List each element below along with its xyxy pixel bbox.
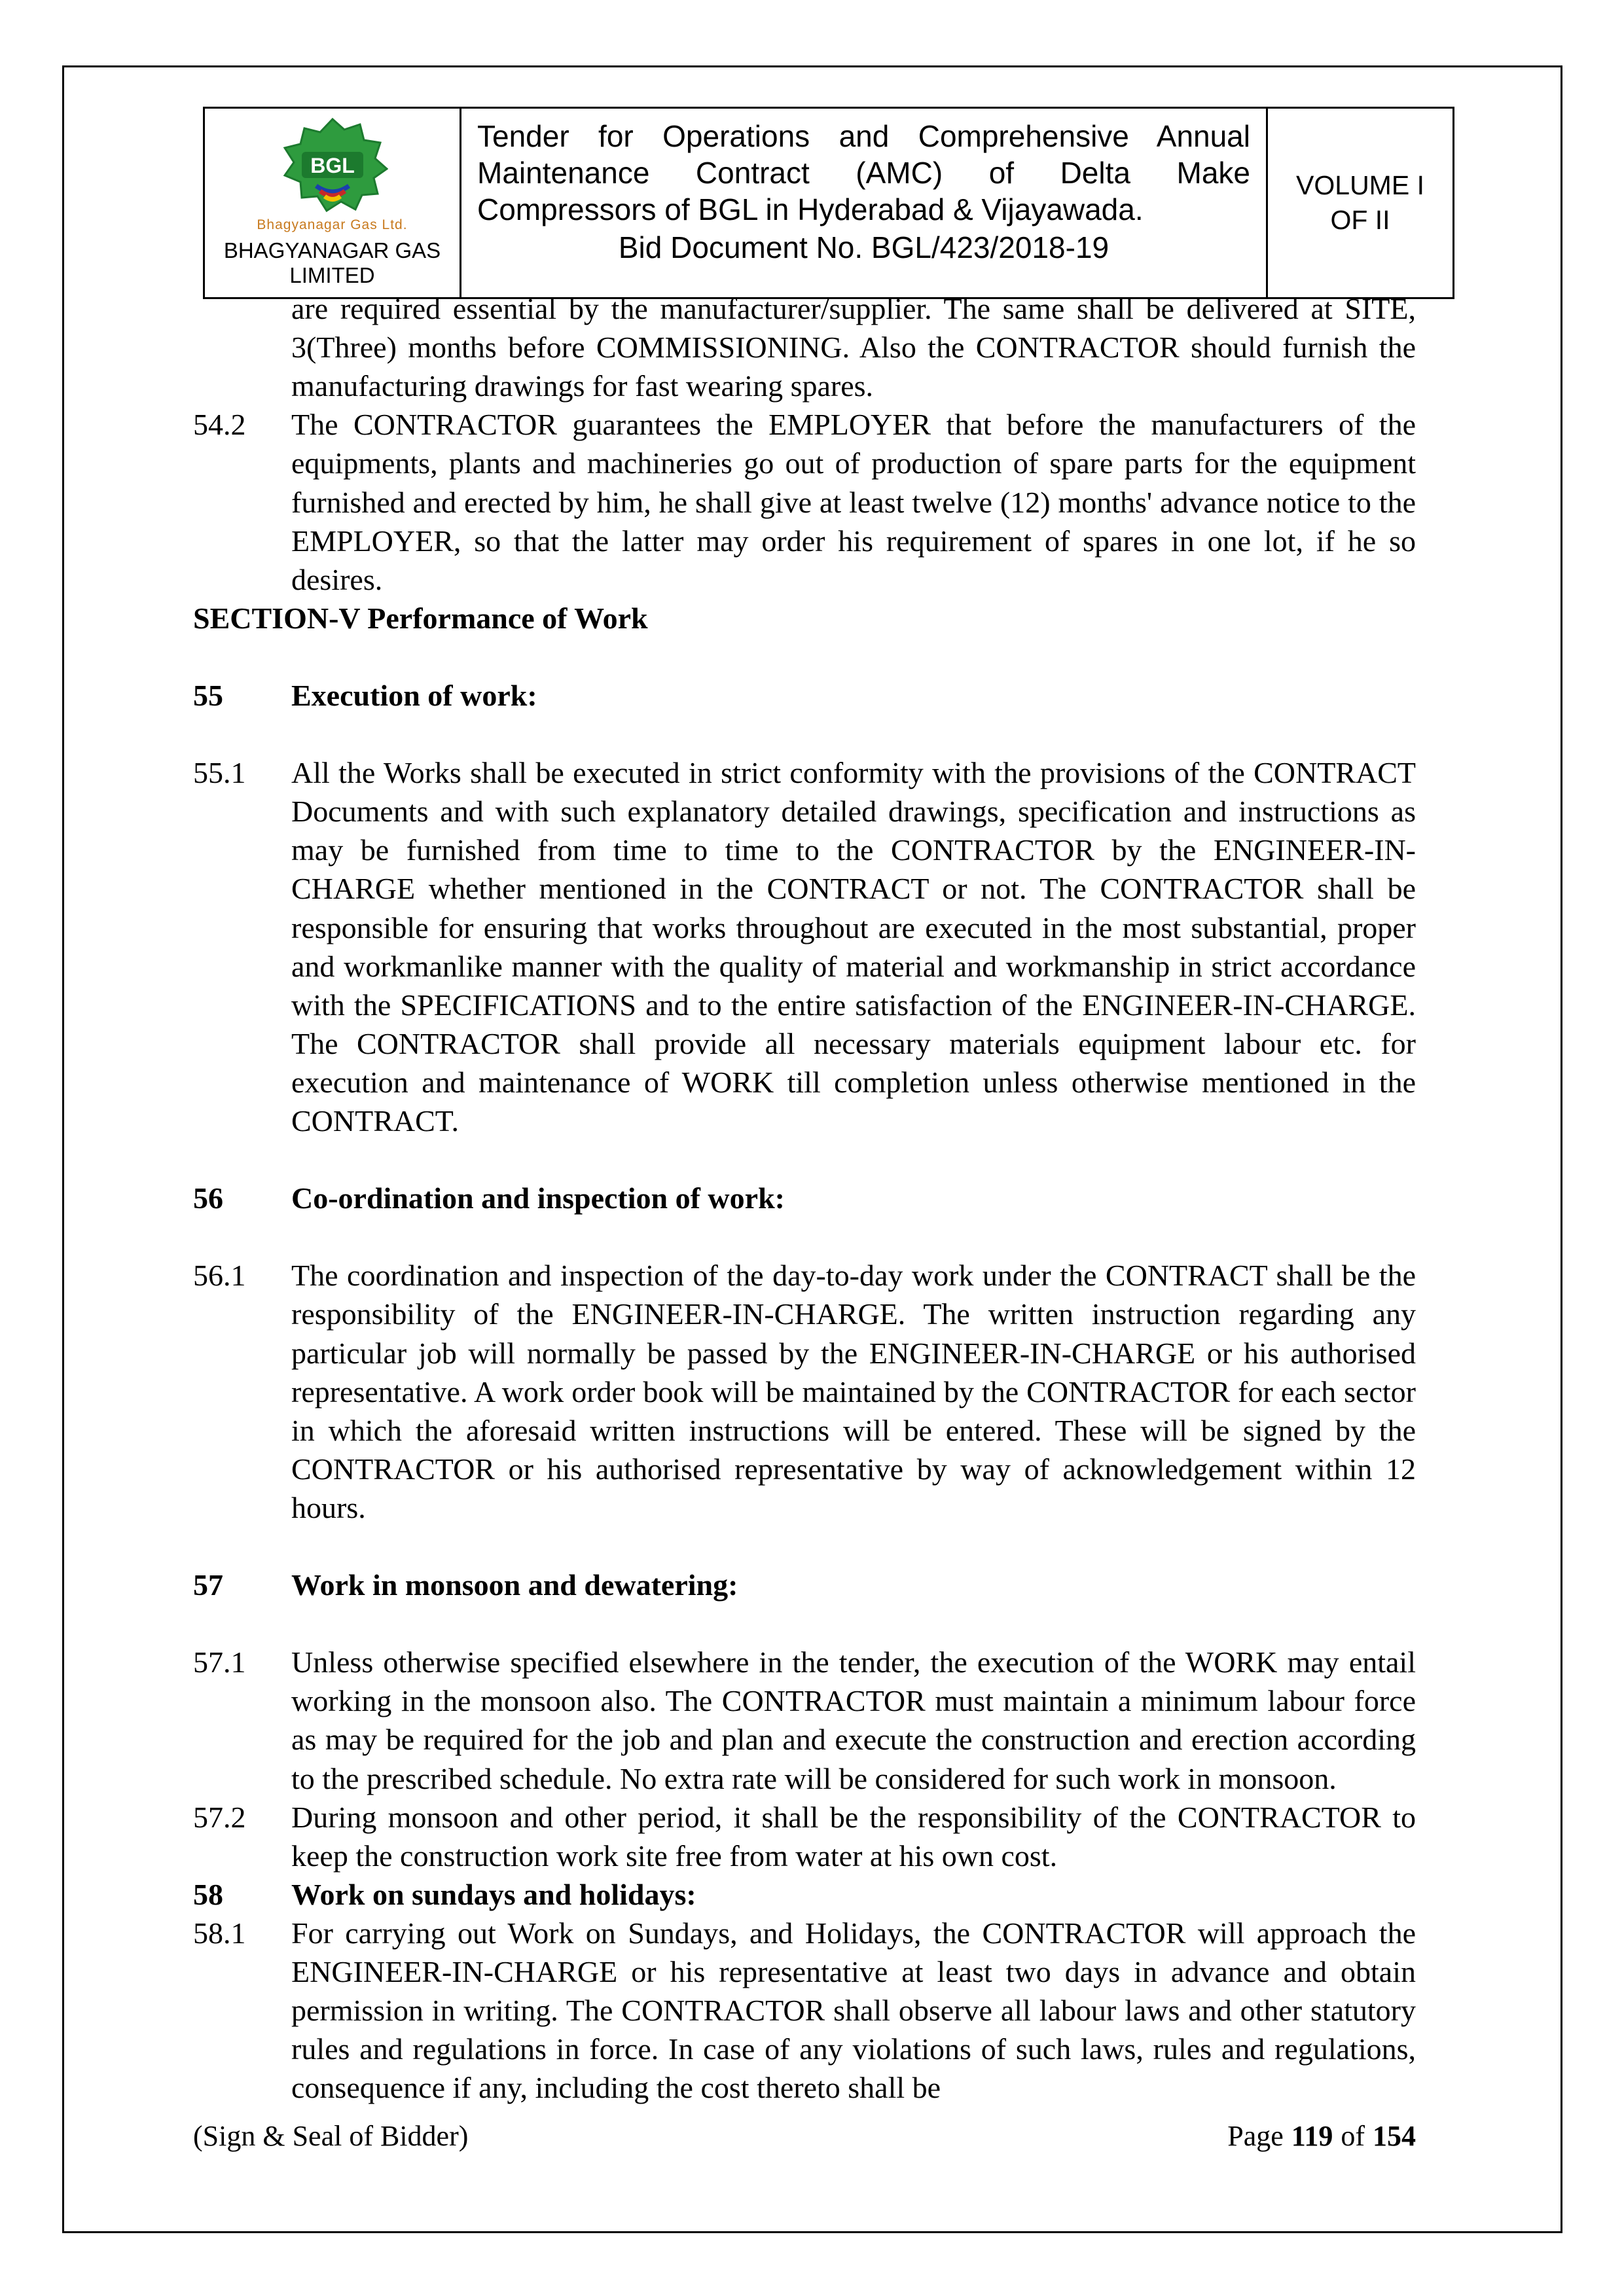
- volume-cell: [1268, 109, 1453, 297]
- clause-text: Unless otherwise specified elsewhere in the tender, the execution of the WORK may entail working in the monsoon also. The CONTRACTOR must maintain a minimum labour force as may be required for the job and plan and execute the construction and erection according to the prescribed schedule. No extra rate will be considered for such work in monsoon.: [291, 1645, 1416, 1795]
- heading-55: [193, 676, 1416, 715]
- clause-text: For carrying out Work on Sundays, and Holidays, the CONTRACTOR will approach the ENGINEER-IN-CHARGE or his representative at least two days in advance and obtain permission in writing. The CONTRACTOR shall observe all labour laws and other statutory rules and regulations in force. In case of any violations of such laws, rules and regulations, consequence if any, including the cost thereto shall be: [291, 1916, 1416, 2105]
- organization-name: [224, 238, 441, 288]
- bid-document-number: Bid Document No. BGL/423/2018-19: [618, 230, 1110, 265]
- tender-title-cell: [461, 109, 1268, 297]
- clause-number: 57.1: [193, 1645, 246, 1679]
- heading-56: [193, 1179, 1416, 1217]
- clause-text: All the Works shall be executed in strict conformity with the provisions of the CONTRACT Documents and with such explanatory detailed drawings, specification and instructions as may be furnished from time to time to the CONTRACTOR by the ENGINEER-IN-CHARGE whether mentioned in the CONTRACT or not. The CONTRACTOR shall be responsible for ensuring that works throughout are executed in the most substantial, proper and workmanlike manner with the quality of material and workmanship in strict accordance with the SPECIFICATIONS and to the entire satisfaction of the ENGINEER-IN-CHARGE. The CONTRACTOR shall provide all necessary materials equipment labour etc. for execution and maintenance of WORK till completion unless otherwise mentioned in the CONTRACT.: [291, 756, 1416, 1138]
- page-total: 154: [1373, 2120, 1416, 2152]
- tender-title-line1: Tender for Operations and Comprehensive Annual: [477, 119, 1250, 153]
- clause-number: 57.2: [193, 1800, 246, 1834]
- clause-number: 56.1: [193, 1259, 246, 1293]
- volume-line2: OF II: [1330, 204, 1390, 235]
- clause-number: 56: [193, 1181, 223, 1215]
- paragraph-continuation: [193, 289, 1416, 405]
- tender-title-line3: Compressors of BGL in Hyderabad & Vijayawada.: [477, 192, 1144, 227]
- page-indicator: [1227, 2119, 1416, 2153]
- clause-text: The coordination and inspection of the day-to-day work under the CONTRACT shall be the responsibility of the ENGINEER-IN-CHARGE. The written instruction regarding any particular job will normally be passed by the ENGINEER-IN-CHARGE or his authorised representative. A work order book will be maintained by the CONTRACTOR for each sector in which the aforesaid written instructions will be entered. These will be signed by the CONTRACTOR or his authorised representative by way of acknowledgement within 12 hours.: [291, 1259, 1416, 1524]
- organization-name-line2: LIMITED: [289, 262, 375, 287]
- clause-54-2: [193, 405, 1416, 599]
- heading-text: Co-ordination and inspection of work:: [291, 1181, 785, 1215]
- bgl-logo-icon: [277, 118, 388, 216]
- clause-number: 58: [193, 1877, 223, 1911]
- heading-text: Execution of work:: [291, 678, 537, 712]
- clause-number: 55: [193, 678, 223, 712]
- volume-line1: VOLUME I: [1296, 170, 1424, 200]
- of-word: of: [1341, 2120, 1365, 2152]
- logo-text: BGL: [310, 154, 355, 177]
- clause-number: 57: [193, 1568, 223, 1602]
- clause-text: are required essential by the manufacturer/supplier. The same shall be delivered at SITE, 3(Three) months before COMMISSIONING. Also the CONTRACTOR should furnish the manufacturing drawings for fast wearing spares.: [291, 292, 1416, 403]
- heading-text: Work in monsoon and dewatering:: [291, 1568, 738, 1602]
- clause-56-1: [193, 1256, 1416, 1527]
- document-footer: [193, 2119, 1416, 2153]
- clause-number: 58.1: [193, 1916, 246, 1950]
- clause-57-1: [193, 1643, 1416, 1797]
- logo-brand-small: Bhagyanagar Gas Ltd.: [257, 217, 408, 232]
- clause-55-1: [193, 753, 1416, 1140]
- clause-text: During monsoon and other period, it shall be the responsibility of the CONTRACTOR to keep the construction work site free from water at his own cost.: [291, 1800, 1416, 1873]
- logo-cell: [205, 109, 461, 297]
- document-body: [193, 289, 1416, 2107]
- clause-57-2: [193, 1798, 1416, 1875]
- page-current: 119: [1291, 2120, 1333, 2152]
- sign-seal-note: (Sign & Seal of Bidder): [193, 2120, 469, 2152]
- document-header: [203, 107, 1454, 299]
- organization-name-line1: BHAGYANAGAR GAS: [223, 238, 441, 262]
- tender-title-line2: Maintenance Contract (AMC) of Delta Make: [477, 156, 1250, 190]
- clause-text: The CONTRACTOR guarantees the EMPLOYER that before the manufacturers of the equipments, plants and machineries go out of production of spare parts for the equipment furnished and erected by him, he shall give at least twelve (12) months' advance notice to the EMPLOYER, so that the latter may order his requirement of spares in one lot, if he so desires.: [291, 408, 1416, 596]
- heading-text: Work on sundays and holidays:: [291, 1877, 696, 1911]
- section-heading-v: SECTION-V Performance of Work: [193, 601, 648, 635]
- clause-number: 54.2: [193, 408, 246, 442]
- clause-number: 55.1: [193, 756, 246, 790]
- heading-57: [193, 1566, 1416, 1604]
- page-word: Page: [1227, 2120, 1284, 2152]
- clause-58-1: [193, 1914, 1416, 2108]
- heading-58: [193, 1875, 1416, 1914]
